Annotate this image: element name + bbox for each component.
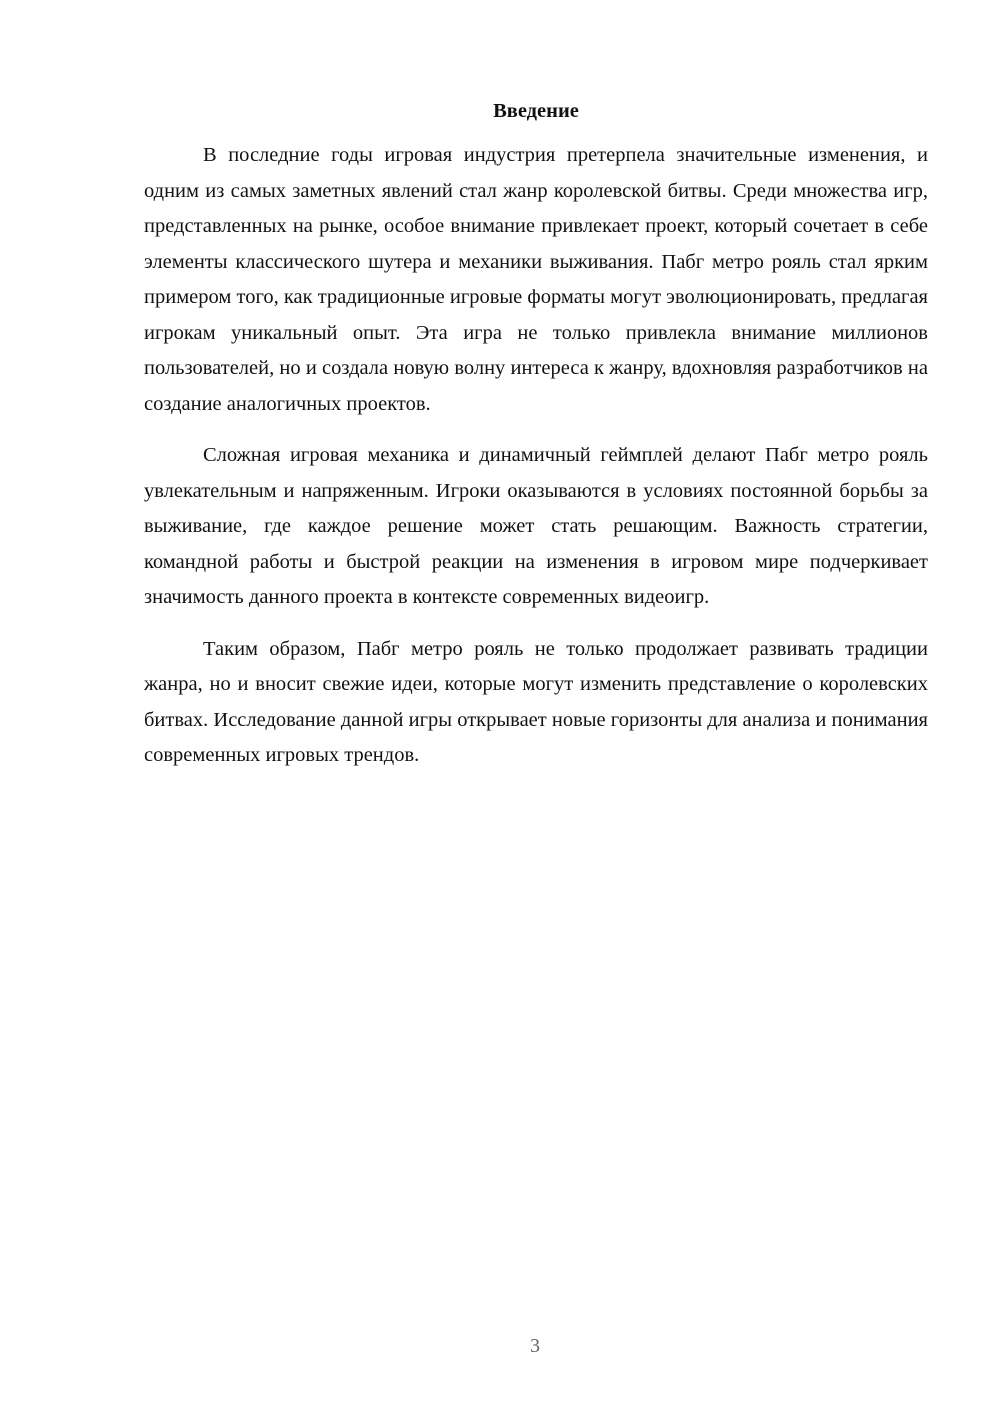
section-title: Введение (493, 100, 579, 122)
paragraph-3: Таким образом, Пабг метро рояль не только продолжает развивать традиции жанра, но и вносит свежие идеи, которые могут изменить представление о королевских битвах. Исследование данной игры открывает новые горизонты для анализа и понимания современных игровых трендов. (144, 637, 928, 766)
paragraph-2: Сложная игровая механика и динамичный геймплей делают Пабг метро рояль увлекательным и напряженным. Игроки оказываются в условиях постоянной борьбы за выживание, где каждое решение может стать решающим. Важность стратегии, командной работы и быстрой реакции на изменения в игровом мире подчеркивает значимость данного проекта в контексте современных видеоигр. (144, 444, 928, 608)
page-number: 3 (530, 1335, 540, 1357)
paragraph-1: В последние годы игровая индустрия претерпела значительные изменения, и одним из самых заметных явлений стал жанр королевской битвы. Среди множества игр, представленных на рынке, особое внимание привлекает проект, который сочетает в себе элементы классического шутера и механики выживания. Пабг метро рояль стал ярким примером того, как традиционные игровые форматы могут эволюционировать, предлагая игрокам уникальный опыт. Эта игра не только привлекла внимание миллионов пользователей, но и создала новую волну интереса к жанру, вдохновляя разработчиков на создание аналогичных проектов. (144, 144, 928, 415)
page-content (144, 96, 928, 790)
